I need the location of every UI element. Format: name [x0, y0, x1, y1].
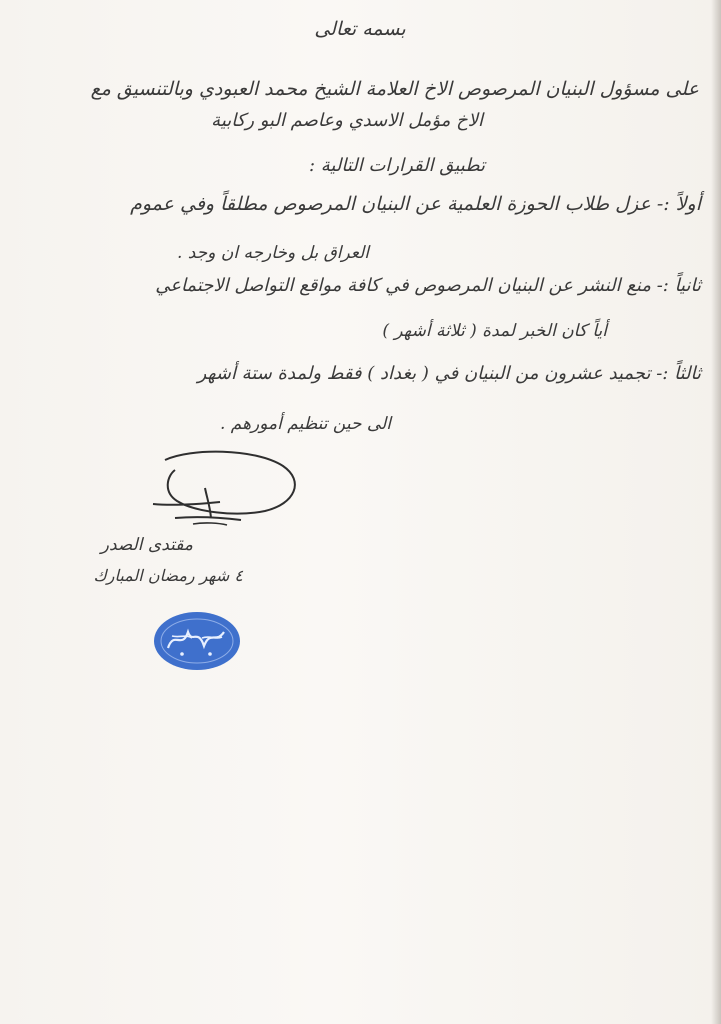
official-seal-stamp — [152, 610, 242, 672]
decision-3-line-2: الى حين تنظيم أمورهم . — [219, 414, 391, 434]
signatory-name: مقتدى الصدر — [100, 535, 193, 555]
decision-1-line-2: العراق بل وخارجه ان وجد . — [176, 243, 369, 263]
body-line-1: على مسؤول البنيان المرصوص الاخ العلامة الشيخ محمد العبودي وبالتنسيق مع — [90, 78, 699, 100]
decision-2-line-2: أياً كان الخبر لمدة ( ثلاثة أشهر ) — [382, 321, 607, 341]
body-line-3: تطبيق القرارات التالية : — [308, 155, 485, 176]
body-line-2: الاخ مؤمل الاسدي وعاصم البو ركابية — [211, 110, 483, 131]
decision-3-line-1: ثالثاً :- تجميد عشرون من البنيان في ( بغداد ) فقط ولمدة ستة أشهر — [197, 363, 701, 384]
signature-date: ٤ شهر رمضان المبارك — [93, 566, 243, 585]
decision-1-line-1: أولاً :- عزل طلاب الحوزة العلمية عن البنيان المرصوص مطلقاً وفي عموم — [130, 193, 701, 215]
basmala-heading: بسمه تعالى — [314, 18, 406, 40]
handwritten-signature — [145, 446, 305, 536]
decision-2-line-1: ثانياً :- منع النشر عن البنيان المرصوص في كافة مواقع التواصل الاجتماعي — [155, 275, 701, 296]
